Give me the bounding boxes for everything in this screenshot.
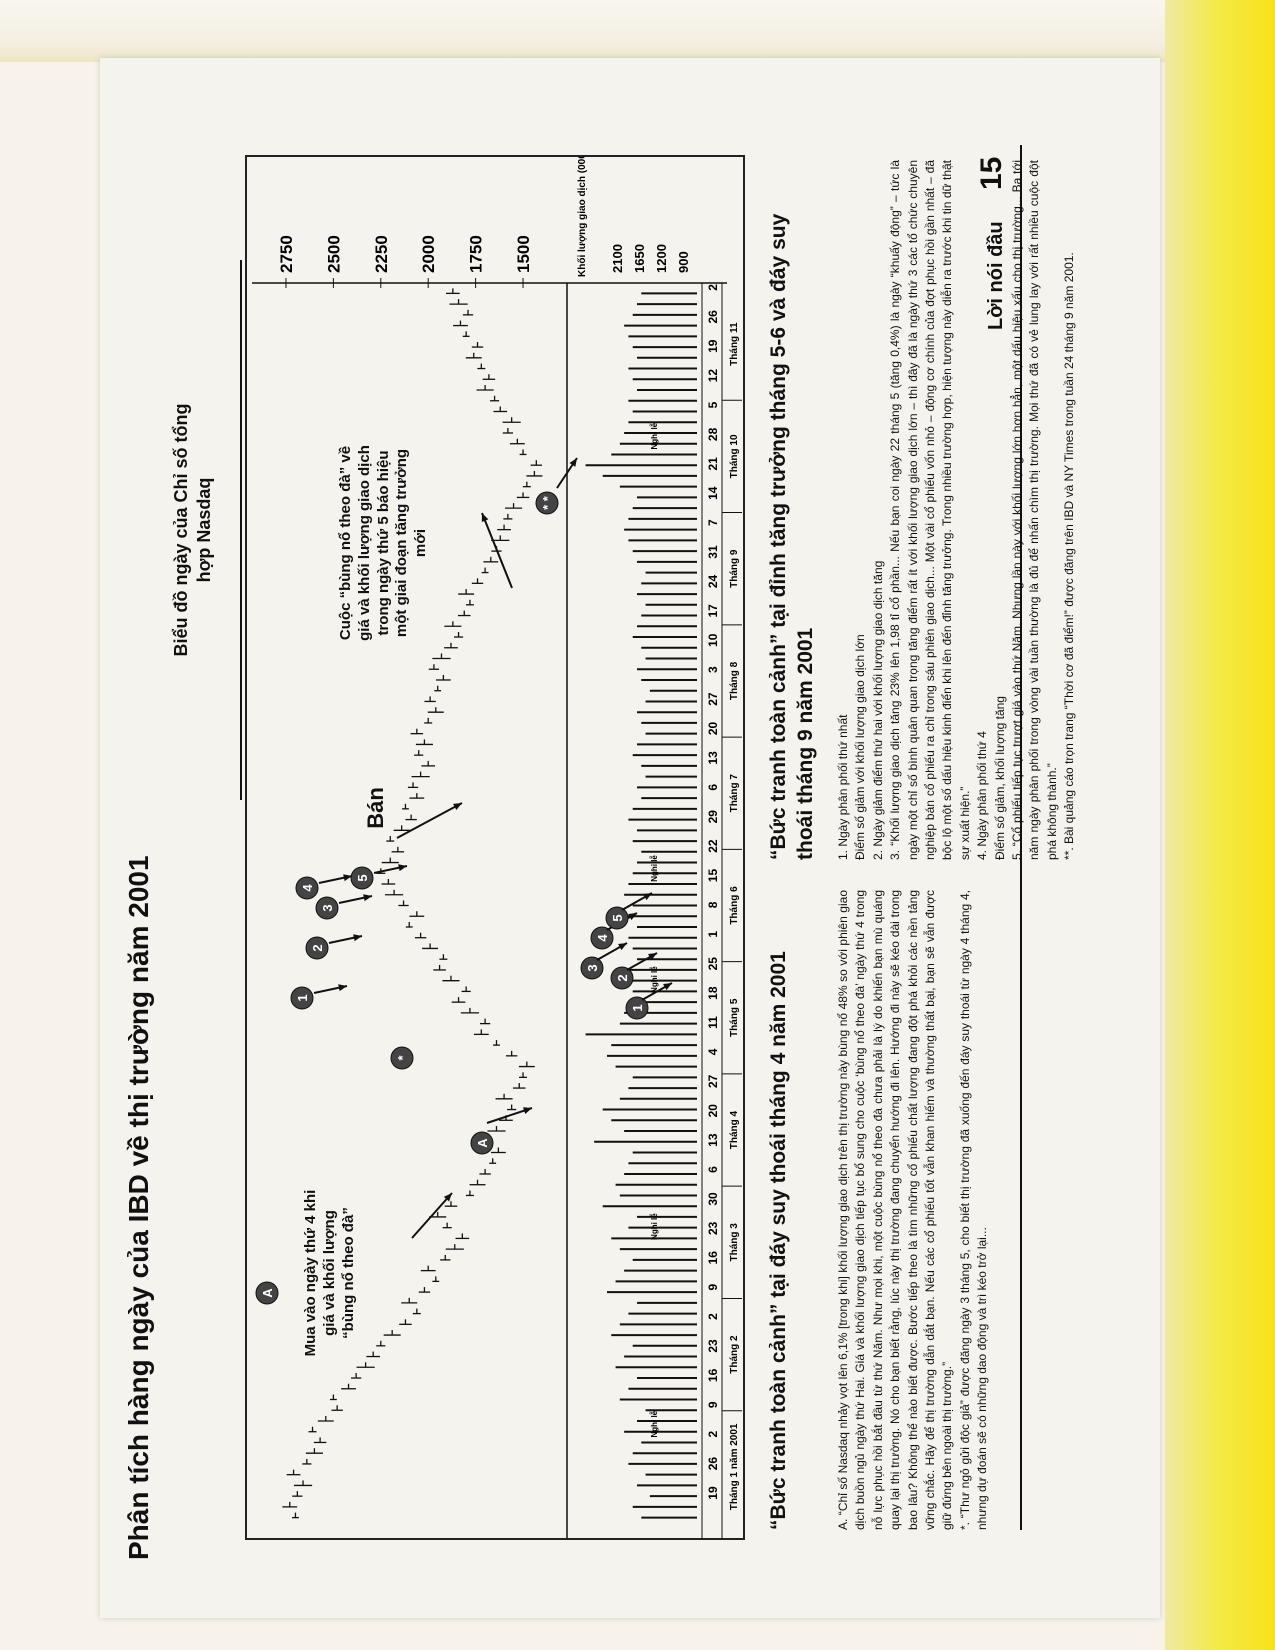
- right-item-6: Điểm số giảm, khối lượng tăng: [992, 696, 1007, 860]
- chart-title: Biểu đồ ngày của Chỉ số tổng hợp Nasdaq: [171, 403, 214, 657]
- x-tick-label: 27: [706, 692, 720, 706]
- month-label: Tháng 1 năm 2001: [729, 1423, 740, 1511]
- left-section-title: “Bức tranh toàn cảnh” tại đáy suy thoái tháng 4 năm 2001: [767, 951, 790, 1530]
- x-tick-label: 13: [706, 1133, 720, 1147]
- holiday-label: Nghỉ lễ: [650, 855, 659, 882]
- x-tick-label: 12: [706, 368, 720, 383]
- x-tick-label: 23: [706, 1221, 720, 1236]
- x-tick-label: 2: [706, 1313, 720, 1320]
- scan-top-margin: [0, 0, 1275, 62]
- x-tick-label: 26: [706, 1456, 720, 1471]
- month-label: Tháng 5: [729, 998, 740, 1037]
- x-tick-label: 16: [706, 1251, 720, 1265]
- x-tick-label: 1: [706, 930, 720, 938]
- left-section-body: [835, 890, 1005, 1530]
- x-tick-label: 13: [706, 751, 720, 765]
- x-tick-label: 2: [706, 284, 720, 291]
- x-tick-label: 2: [706, 1430, 720, 1438]
- right-item-3: 2. Ngày giảm điểm thứ hai với khối lượng giao dịch tăng: [870, 560, 885, 860]
- x-tick-label: 22: [706, 839, 720, 853]
- x-tick-label: 29: [706, 810, 720, 824]
- marker-vol-5-label: 5: [610, 914, 625, 922]
- x-tick-label: 14: [706, 486, 720, 500]
- left-para-star: *. “Thư ngỏ gửi độc giả” được đăng ngày 3 tháng 5, cho biết thị trường đã xuống đến đáy suy thoái từ ngày 4 tháng 4, nhưng dự đoán sẽ có những dao động và trì kéo trở lại...: [957, 890, 990, 1530]
- marker-top-4-label: 4: [300, 884, 315, 892]
- x-tick-label: 25: [706, 957, 720, 971]
- y-tick-label: 2000: [419, 235, 439, 273]
- right-item-7: 5. “Cổ phiếu tiếp tục trượt giá vào thứ Năm. Nhưng lần này với khối lượng lớn hơn hẳn, một dấu hiệu xấu cho thị trường... Ba tới năm ngày phân phối trong vòng vài tuần thường là đủ để nhấn chìm thị trường. Mọi thứ đã có vẻ lung lay với rất nhiều cuộc đột phá không thành.”: [1009, 160, 1059, 860]
- x-tick-label: 4: [706, 1048, 720, 1056]
- x-tick-label: 8: [706, 901, 720, 909]
- x-tick-label: 6: [706, 1166, 720, 1173]
- x-tick-label: 20: [706, 721, 720, 736]
- x-tick-label: 21: [706, 457, 720, 471]
- marker-top-5-label: 5: [355, 874, 370, 882]
- month-label: Tháng 11: [729, 322, 740, 366]
- volume-bars: [586, 293, 697, 1517]
- ftd-arrow: [482, 513, 512, 588]
- x-tick-label: 17: [706, 604, 720, 618]
- volume-tick-label: 900: [676, 251, 691, 273]
- buy-callout: Mua vào ngày thứ 4 khi giá và khối lượng “bùng nổ theo đà”: [302, 1189, 357, 1357]
- x-tick-label: 20: [706, 1104, 720, 1118]
- page-number: 15: [975, 156, 1008, 190]
- marker-a-volume-arrow-head: [523, 1107, 532, 1114]
- annotations: [256, 458, 672, 1304]
- month-label: Tháng 6: [729, 886, 740, 925]
- chart-title-rule: [240, 260, 242, 800]
- holiday-label: Nghỉ lễ: [650, 1410, 659, 1438]
- follow-through-callout: Cuộc “bùng nổ theo đà” về giá và khối lượng giao dịch trong ngày thứ 5 báo hiệu một giai đoạn tăng trưởng mới: [337, 445, 429, 641]
- month-label: Tháng 9: [729, 549, 740, 588]
- marker-vol-4-label: 4: [595, 934, 610, 942]
- y-tick-label: 2500: [324, 235, 344, 273]
- y-tick-label: 2750: [276, 235, 296, 273]
- x-tick-label: 26: [706, 310, 720, 324]
- nasdaq-chart: [245, 155, 745, 1540]
- buy-arrow: [412, 1193, 452, 1238]
- marker-top-3-label: 3: [320, 904, 335, 912]
- volume-tick-label: 1200: [654, 244, 669, 273]
- marker-top-1-label: 1: [295, 994, 310, 1002]
- x-tick-label: 30: [706, 1192, 720, 1206]
- running-head: Lời nói đầu: [985, 221, 1007, 330]
- ftd-arrow-head: [482, 513, 489, 522]
- marker-star-1-label: *: [395, 1055, 410, 1061]
- x-tick-label: 9: [706, 1401, 720, 1409]
- marker-a-top-label: A: [260, 1288, 275, 1298]
- rotated-page-content: [115, 110, 1077, 1560]
- marker-vol-1-label: 1: [630, 1004, 645, 1012]
- right-section-body: [835, 160, 1077, 860]
- month-label: Tháng 8: [729, 661, 740, 701]
- holiday-label: Nghỉ lễ: [650, 422, 659, 450]
- x-tick-label: 31: [706, 545, 720, 559]
- marker-top-2-label: 2: [310, 944, 325, 952]
- marker-stars-label: * *: [540, 496, 555, 510]
- volume-axis-label: Khối lượng giao dịch (00000): [577, 157, 588, 277]
- month-label: Tháng 4: [729, 1110, 740, 1150]
- x-tick-label: 11: [706, 1016, 720, 1029]
- ftd-volume-arrow-head: [569, 458, 577, 467]
- marker-a-volume-label: A: [475, 1138, 490, 1148]
- x-tick-label: 9: [706, 1283, 720, 1291]
- x-tick-label: 15: [706, 868, 720, 883]
- y-tick-label: 1750: [466, 235, 486, 273]
- x-tick-label: 6: [706, 783, 720, 791]
- right-item-5: 4. Ngày phân phối thứ 4: [975, 731, 990, 860]
- right-section-title: “Bức tranh toàn cảnh” tại đỉnh tăng trưởng tháng 5-6 và đáy suy thoái tháng 9 năm 2001: [767, 213, 818, 860]
- x-axis: [650, 283, 742, 1538]
- marker-vol-2-label: 2: [615, 974, 630, 982]
- holiday-label: Nghỉ lễ: [650, 966, 659, 993]
- x-tick-label: 27: [706, 1074, 720, 1089]
- y-tick-label: 2250: [371, 235, 391, 273]
- month-label: Tháng 2: [729, 1335, 740, 1374]
- x-tick-label: 24: [706, 574, 720, 589]
- right-item-4: 3. “Khối lượng giao dịch tăng 23% lên 1,98 tỉ cổ phần... Nếu bạn coi ngày 22 tháng 5 (tăng 0,4%) là ngày “khuấy động” – tức là ngày một chỉ số bình quân quan trọng tăng điểm rất ít với khối lượng giao dịch lớn – thì đây đã là ngày thứ 3 các tổ chức chuyên nghiệp bán cổ phiếu ra chỉ trong sáu phiên giao dịch... Một vài cổ phiếu vốn nhỏ – động cơ chính của đợt phục hồi gần nhất – đã bộc lộ một số dấu hiệu kinh điển khi lên đến đỉnh tăng trưởng. Trong nhiều trường hợp, hiện tượng này diễn ra trước khi tin dữ thật sự xuất hiện.”: [888, 160, 972, 860]
- x-tick-label: 18: [706, 986, 720, 1000]
- x-tick-label: 19: [706, 339, 720, 353]
- holiday-label: Nghỉ lễ: [650, 1213, 659, 1240]
- y-tick-label: 1500: [514, 235, 534, 273]
- left-para-a: A. “Chỉ số Nasdaq nhảy vọt lên 6,1% [trong khi] khối lượng giao dịch trên thị trường này bùng nổ 48% so với phiên giao dịch buồn ngủ ngày thứ Hai. Giá và khối lượng giao dịch tiếp tục bổ sung cho cuộc ‘bùng nổ theo đà’ ngày thứ 4 trong nỗ lực phục hồi bắt đầu từ thứ Năm. Như mọi khi, một cuộc bùng nổ theo đà chưa phải là lý do khiến bạn mù quáng quay lại thị trường. Nó cho bạn biết rằng, lúc này thị trường đang chuyển hướng đi lên. Hướng đi này sẽ kéo dài trong bao lâu? Không thể nào biết được. Bước tiếp theo là tìm những cổ phiếu chất lượng đang đột phá khỏi các nền tảng vững chắc. Hãy để thị trường dẫn dắt bạn. Nếu các cổ phiếu tốt vẫn khan hiếm và thường thất bại, bạn sẽ vẫn được giữ đứng bên ngoài thị trường.”: [836, 890, 955, 1530]
- x-tick-label: 7: [706, 519, 720, 526]
- right-item-2: Điểm số giảm với khối lượng giao dịch lớn: [853, 634, 868, 860]
- marker-vol-3-label: 3: [585, 964, 600, 972]
- right-item-8: **. Bài quảng cáo trọn trang “Thời cơ đã điểm!” được đăng trên IBD và NY Times trong tuần 24 tháng 9 năm 2001.: [1062, 252, 1077, 860]
- month-label: Tháng 10: [729, 434, 740, 479]
- x-tick-label: 23: [706, 1339, 720, 1353]
- page-top-title: Phân tích hàng ngày của IBD về thị trường năm 2001: [123, 855, 154, 1560]
- month-label: Tháng 3: [729, 1223, 740, 1262]
- volume-tick-label: 2100: [610, 244, 625, 273]
- x-tick-label: 16: [706, 1368, 720, 1383]
- volume-tick-label: 1650: [632, 244, 647, 273]
- yellow-book-edge: [1165, 0, 1275, 1650]
- x-tick-label: 5: [706, 401, 720, 409]
- x-tick-label: 10: [706, 633, 720, 647]
- x-tick-label: 28: [706, 427, 720, 442]
- month-label: Tháng 7: [729, 774, 740, 813]
- right-item-1: 1. Ngày phân phối thứ nhất: [836, 714, 850, 860]
- x-tick-label: 19: [706, 1486, 720, 1500]
- x-tick-label: 3: [706, 666, 720, 674]
- sell-label: Bán: [363, 787, 388, 829]
